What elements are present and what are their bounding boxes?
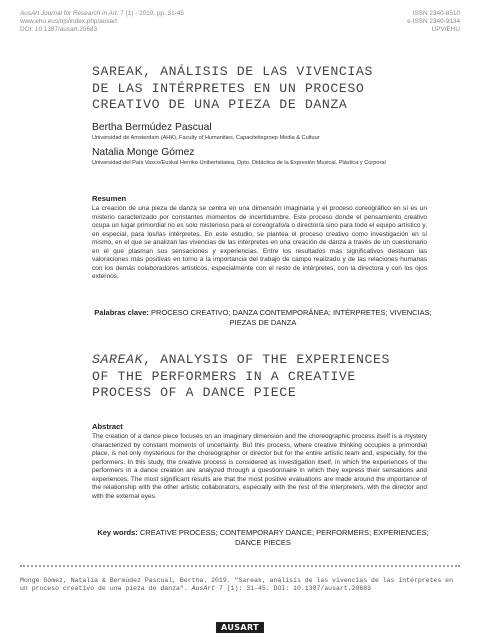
abstract-heading: Abstract	[92, 422, 123, 431]
keywords-label: Palabras clave:	[94, 308, 149, 317]
resumen-heading: Resumen	[92, 194, 127, 203]
title-spanish-line: DE LAS INTÉRPRETES EN UN PROCESO	[92, 80, 365, 96]
title-english-line: PROCESS OF A DANCE PIECE	[92, 385, 297, 400]
title-spanish-line: SAREAK, ANÁLISIS DE LAS VIVENCIAS	[92, 64, 373, 79]
citation-journal: AusArt	[191, 585, 216, 593]
eissn: e-ISSN 2340-9134	[407, 18, 460, 26]
title-spanish-line: CREATIVO DE UNA PIEZA DE DANZA	[92, 97, 348, 112]
resumen-text: La creación de una pieza de danza se centra en una dimensión imaginaria y el proceso coreográfico en sí es un misterio caracterizado por constantes momentos de incertidumbre. Este proceso donde el pensamiento creativo ocupa un lugar primordial no es solo misterioso para el coreógrafo/a o director/a sino para todo el equipo artístico y, en especial, para los/las intérpretes. En este estudio, se plantea el proceso creativo como investigación en sí mismo, en el que se analizan las vivencias de las intérpretes en una creación de danza a través de un cuestionario en el que plasman sus sensaciones y experiencias. Entre los resultados más significativos destacan las valoraciones más positivas en torno a la importancia del trabajo de campo realizado y de las relaciones humanas con los demás colaboradores artísticos, especialmente con el resto de intérpretes, con la directora y con los ojos externos.	[92, 205, 427, 280]
keywords-label: Key words:	[97, 528, 138, 537]
journal-issue: 7 (1) - 2019. pp. 31-45	[118, 10, 184, 17]
author-affiliation: Universidad de Amsterdam (AHK), Faculty of Humanities, Capaciteitsgroep Media & Cultuur	[92, 135, 320, 141]
journal-url[interactable]: www.ehu.eus/ojs/index.php/ausart	[20, 18, 117, 26]
title-spanish	[92, 64, 462, 114]
header-right	[407, 10, 460, 35]
title-english-rest: , ANALYSIS OF THE EXPERIENCES	[143, 352, 390, 367]
author-name: Bertha Bermúdez Pascual	[92, 122, 212, 133]
header-left	[20, 10, 184, 35]
citation-tail: 7 (1): 31-45. DOI: 10.1387/ausart.20683	[215, 585, 372, 593]
citation	[20, 577, 460, 594]
journal-name: AusArt Journal for Research in Art.	[20, 10, 119, 17]
issn: ISSN 2340-8510	[412, 10, 460, 17]
publisher: UPV/EHU	[431, 26, 460, 34]
journal-doi: DOI: 10.1387/ausart.20683	[20, 26, 98, 34]
author-affiliation: Universidad del País Vasco/Euskal Herriko Unibertsitatea, Dpto. Didáctica de la Expresión Musical, Plástica y Corporal	[92, 160, 386, 166]
author-name: Natalia Monge Gómez	[92, 147, 195, 158]
title-english	[92, 352, 462, 402]
keywords-list: PROCESO CREATIVO; DANZA CONTEMPORÁNEA; INTÉRPRETES; VIVENCIAS; PIEZAS DE DANZA	[150, 308, 432, 327]
title-english-line	[92, 352, 462, 369]
title-english-italic: SAREAK	[92, 352, 144, 367]
ausart-logo: AUSART	[216, 622, 264, 633]
spanish-keywords	[92, 308, 434, 327]
running-header	[20, 10, 460, 35]
citation-text: Monge Gómez, Natalia & Bermúdez Pascual, Bertha. 2019. "Sareak, análisis de las vivencias de las intérpretes en un proceso creativo de una pieza de danza".	[20, 577, 453, 593]
abstract-text: The creation of a dance piece focuses on an imaginary dimension and the choreographic process itself is a mystery characterized by constant moments of uncertainty. But this process, where creative thinking occupies a primordial place, is not only mysterious for the choreographer or director but for the entire artistic team and, especially, for the performers. In this study, the creative process is considered as investigation itself, in which the experiences of the performers in a dance creation are analyzed through a questionnaire in which they express their sensations and experiences. The most significant results are that the most positive evaluations are made around the importance of the relationship with the other artistic collaborators, especially with the rest of the interpreters, with the director and with the external eyes.	[92, 433, 427, 500]
title-english-line: OF THE PERFORMERS IN A CREATIVE	[92, 368, 356, 384]
dotted-divider	[20, 565, 460, 567]
keywords-list: CREATIVE PROCESS; CONTEMPORARY DANCE; PERFORMERS; EXPERIENCES; DANCE PIECES	[139, 528, 429, 547]
english-keywords	[92, 528, 434, 547]
